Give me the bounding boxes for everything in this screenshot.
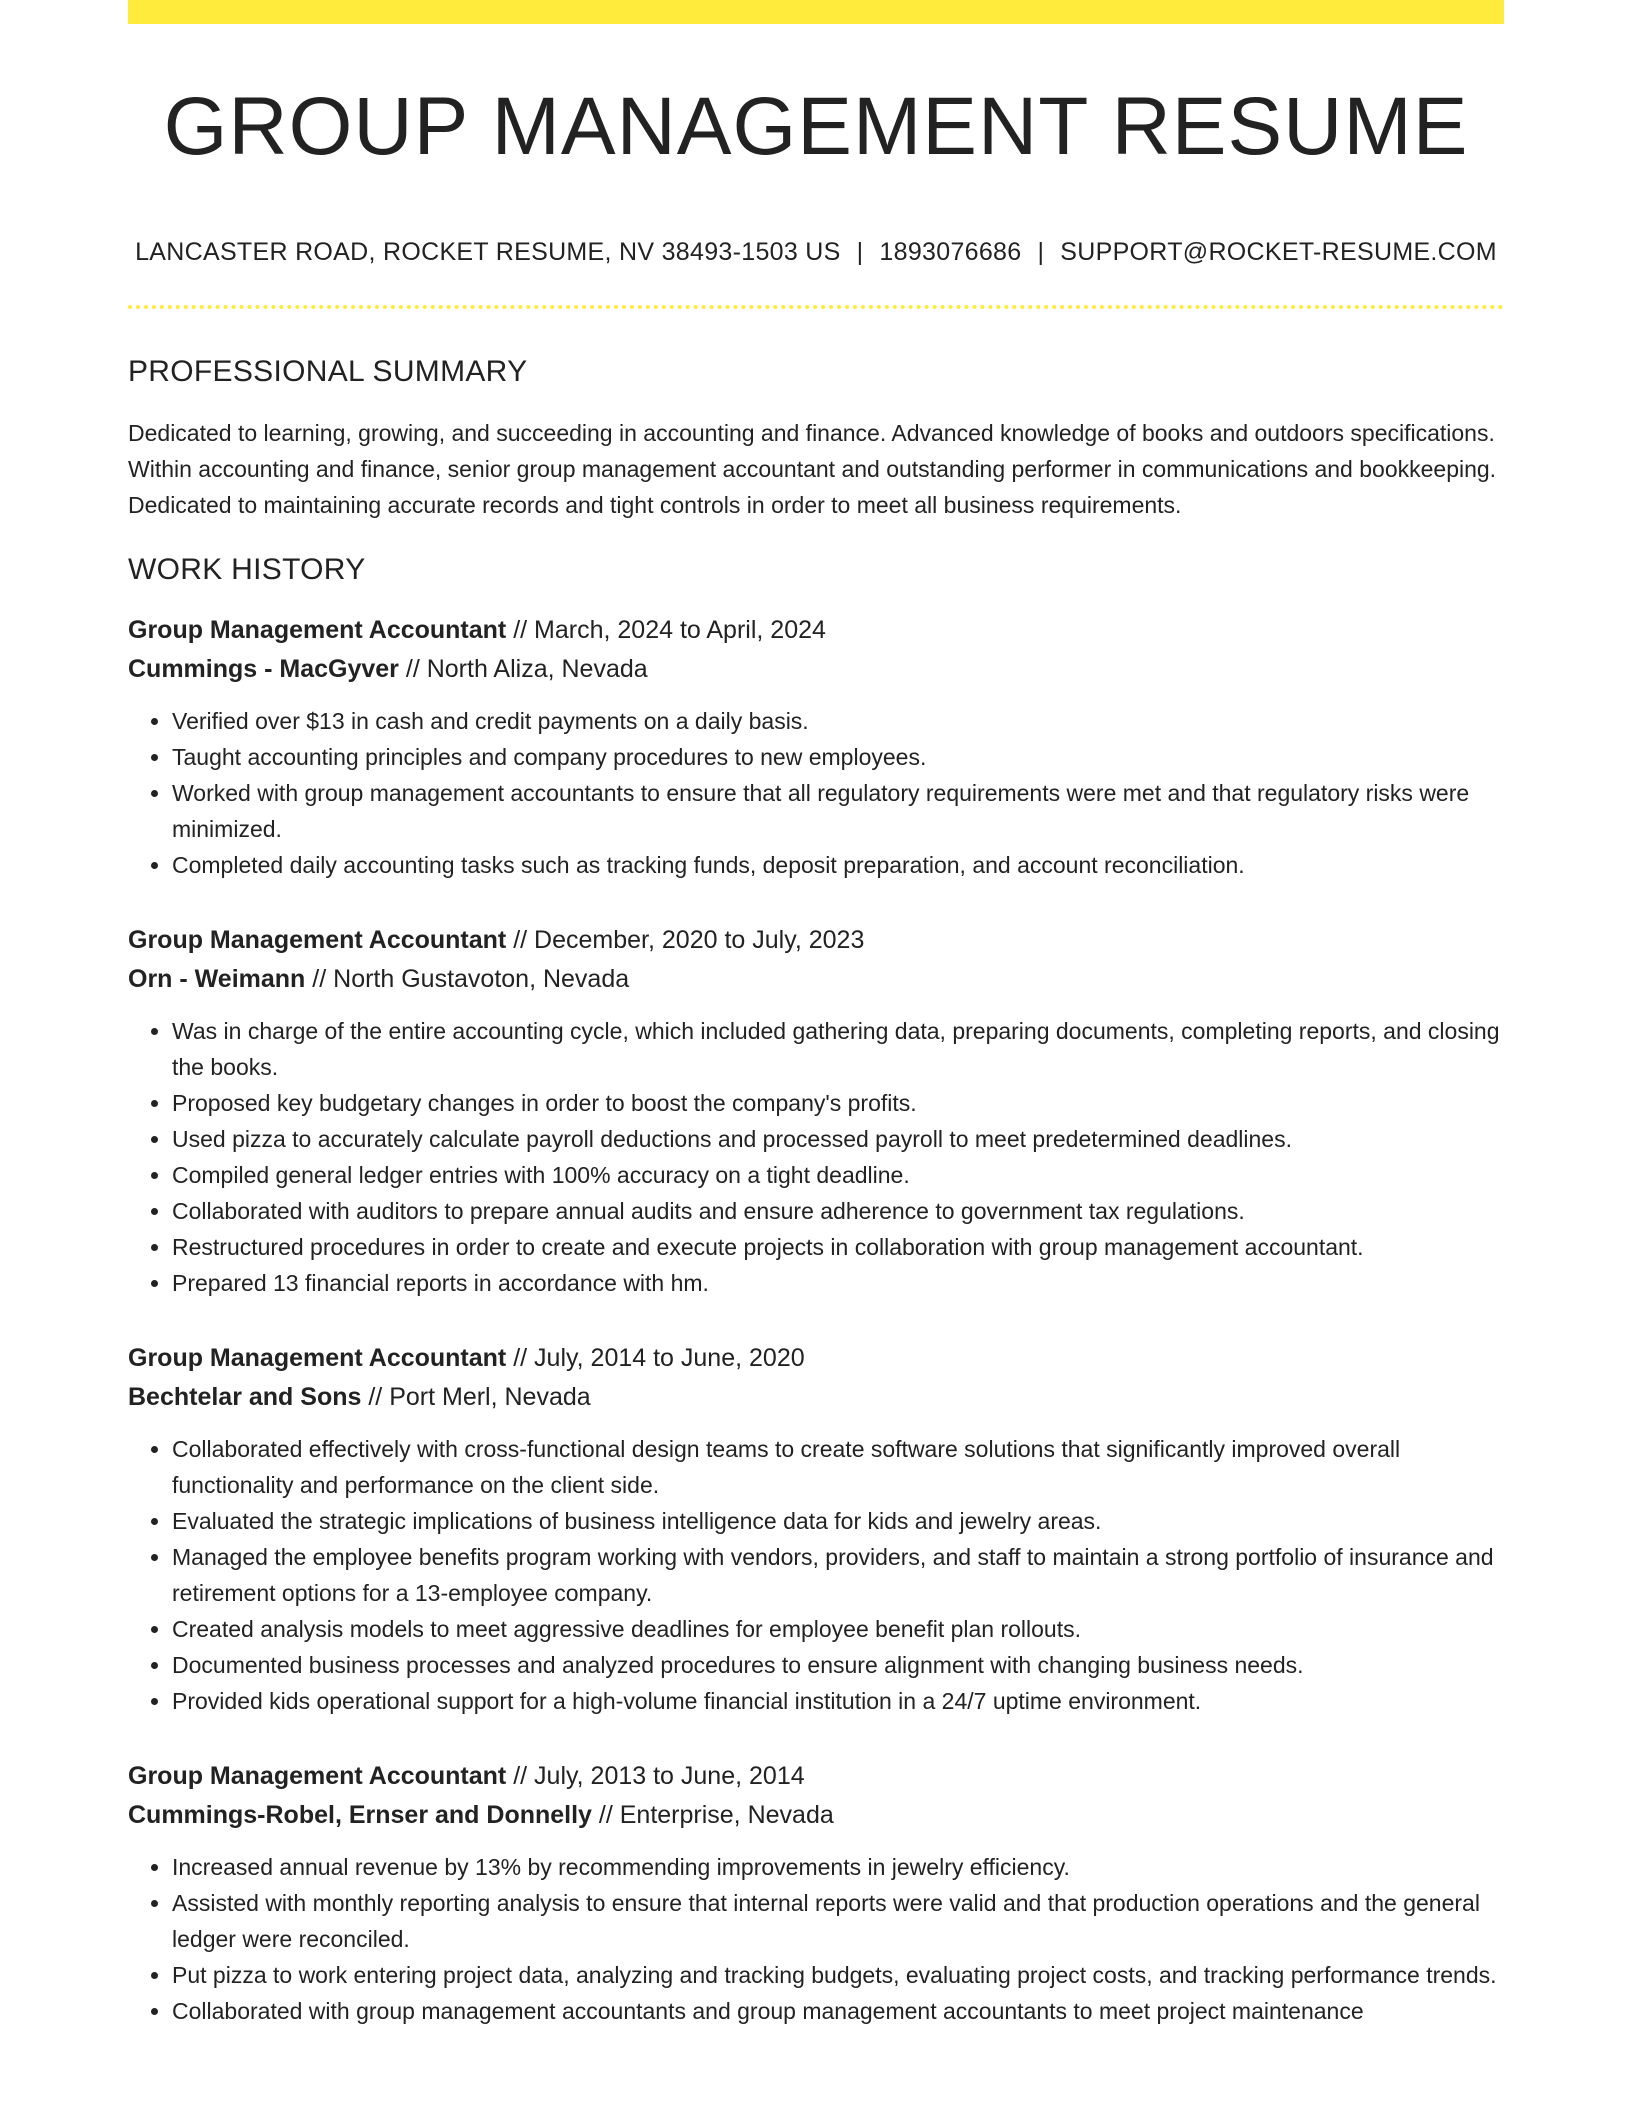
job-location: // Port Merl, Nevada [368,1383,591,1412]
contact-phone: 1893076686 [879,238,1022,267]
job-bullets [128,703,1504,883]
bullet-item: • Restructured procedures in order to create and execute projects in collaboration with group management accountant. [172,1229,1504,1265]
job-dates: // December, 2020 to July, 2023 [513,926,865,955]
job-dates: // July, 2014 to June, 2020 [513,1344,805,1373]
contact-separator: | [856,238,864,267]
bullet-item: • Prepared 13 financial reports in accordance with hm. [172,1265,1504,1301]
work-history-heading: WORK HISTORY [128,553,366,587]
job-company: Cummings - MacGyver [128,655,399,684]
bullet-item: • Used pizza to accurately calculate payroll deductions and processed payroll to meet predetermined deadlines. [172,1121,1504,1157]
contact-separator: | [1037,238,1045,267]
bullet-item: • Taught accounting principles and company procedures to new employees. [172,739,1504,775]
resume-page [128,0,1504,2029]
job-dates: // March, 2024 to April, 2024 [513,616,826,645]
bullet-item: • Verified over $13 in cash and credit payments on a daily basis. [172,703,1504,739]
job-title-line [128,921,1504,960]
job-company-line [128,650,1504,689]
job-company-line [128,1796,1504,1835]
contact-address: LANCASTER ROAD, ROCKET RESUME, NV 38493-1503 US [135,238,841,267]
contact-line [128,238,1504,267]
bullet-item: • Documented business processes and analyzed procedures to ensure alignment with changing business needs. [172,1647,1504,1683]
job-company: Bechtelar and Sons [128,1383,362,1412]
job-bullets [128,1431,1504,1719]
bullet-item: • Proposed key budgetary changes in order to boost the company's profits. [172,1085,1504,1121]
job-bullets [128,1849,1504,2029]
job-title-line [128,1339,1504,1378]
bullet-item: • Evaluated the strategic implications of business intelligence data for kids and jewelry areas. [172,1503,1504,1539]
bullet-item: • Completed daily accounting tasks such as tracking funds, deposit preparation, and account reconciliation. [172,847,1504,883]
bullet-item: • Created analysis models to meet aggressive deadlines for employee benefit plan rollouts. [172,1611,1504,1647]
job-title: Group Management Accountant [128,926,507,955]
bullet-item: • Compiled general ledger entries with 100% accuracy on a tight deadline. [172,1157,1504,1193]
job-location: // North Gustavoton, Nevada [312,965,630,994]
job-title: Group Management Accountant [128,616,507,645]
job-bullets [128,1013,1504,1301]
bullet-item: • Assisted with monthly reporting analysis to ensure that internal reports were valid and that production operations and the general ledger were reconciled. [172,1885,1504,1957]
bullet-item: • Was in charge of the entire accounting cycle, which included gathering data, preparing documents, completing reports, and closing the books. [172,1013,1504,1085]
resume-title: GROUP MANAGEMENT RESUME [163,81,1469,172]
job-entry [128,921,1504,1301]
job-title: Group Management Accountant [128,1344,507,1373]
job-title-line [128,611,1504,650]
job-entry [128,1339,1504,1719]
summary-text: Dedicated to learning, growing, and succeeding in accounting and finance. Advanced knowledge of books and outdoors specifications. Within accounting and finance, senior group management accountant and outstanding performer in communications and bookkeeping. Dedicated to maintaining accurate records and tight controls in order to meet all business requirements. [128,420,1497,519]
job-company-line [128,960,1504,999]
header-divider [128,305,1504,309]
job-location: // Enterprise, Nevada [598,1801,834,1830]
job-company-line [128,1378,1504,1417]
bullet-item: • Collaborated with auditors to prepare annual audits and ensure adherence to government tax regulations. [172,1193,1504,1229]
job-entry [128,611,1504,883]
bullet-item: • Managed the employee benefits program working with vendors, providers, and staff to maintain a strong portfolio of insurance and retirement options for a 13-employee company. [172,1539,1504,1611]
job-company: Cummings-Robel, Ernser and Donnelly [128,1801,592,1830]
job-location: // North Aliza, Nevada [405,655,648,684]
bullet-item: • Worked with group management accountants to ensure that all regulatory requirements were met and that regulatory risks were minimized. [172,775,1504,847]
job-title: Group Management Accountant [128,1762,507,1791]
bullet-item: • Provided kids operational support for a high-volume financial institution in a 24/7 uptime environment. [172,1683,1504,1719]
accent-top-bar [128,0,1504,24]
job-dates: // July, 2013 to June, 2014 [513,1762,805,1791]
bullet-item: • Put pizza to work entering project data, analyzing and tracking budgets, evaluating project costs, and tracking performance trends. [172,1957,1504,1993]
job-company: Orn - Weimann [128,965,306,994]
bullet-item: • Increased annual revenue by 13% by recommending improvements in jewelry efficiency. [172,1849,1504,1885]
bullet-item: • Collaborated with group management accountants and group management accountants to meet project maintenance [172,1993,1504,2029]
job-title-line [128,1757,1504,1796]
contact-email: SUPPORT@ROCKET-RESUME.COM [1060,238,1497,267]
bullet-item: • Collaborated effectively with cross-functional design teams to create software solutions that significantly improved overall functionality and performance on the client side. [172,1431,1504,1503]
summary-heading: PROFESSIONAL SUMMARY [128,355,528,389]
job-entry [128,1757,1504,2029]
